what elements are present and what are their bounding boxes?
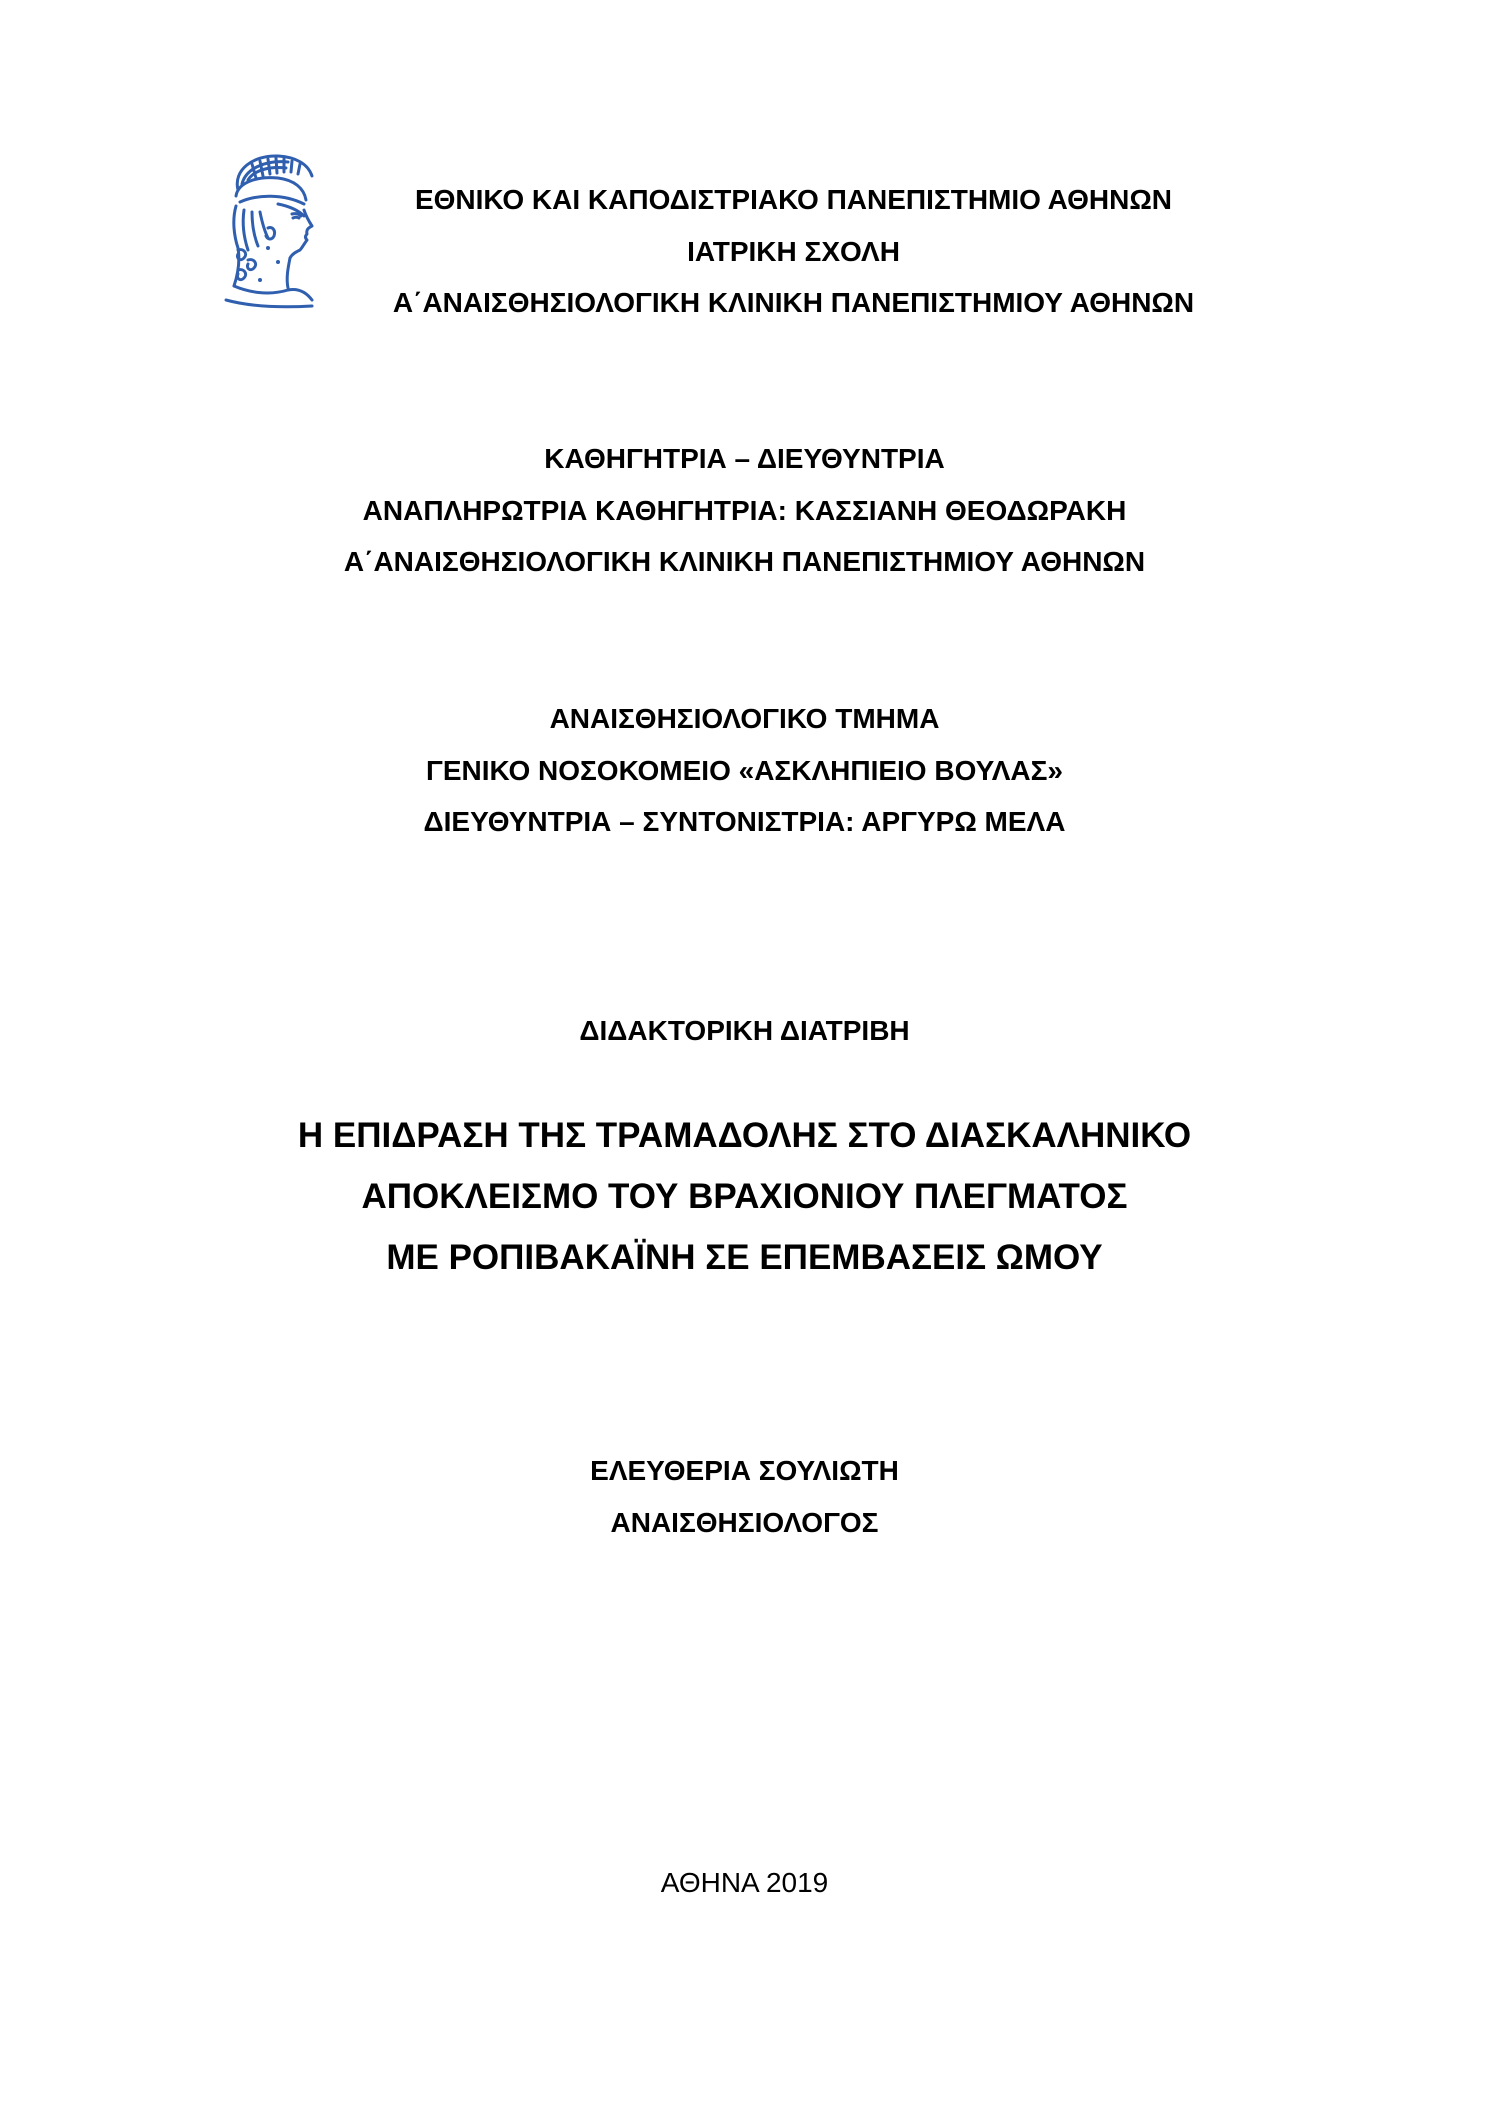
director-line-1: ΚΑΘΗΓΗΤΡΙΑ – ΔΙΕΥΘΥΝΤΡΙΑ — [544, 443, 945, 474]
director-line-2: ΑΝΑΠΛΗΡΩΤΡΙΑ ΚΑΘΗΓΗΤΡΙΑ: ΚΑΣΣΙΑΝΗ ΘΕΟΔΩΡΑΚΗ — [362, 495, 1127, 526]
department-line-1: ΑΝΑΙΣΘΗΣΙΟΛΟΓΙΚΟ ΤΜΗΜΑ — [549, 703, 940, 734]
department-line-3: ΔΙΕΥΘΥΝΤΡΙΑ – ΣΥΝΤΟΝΙΣΤΡΙΑ: ΑΡΓΥΡΩ ΜΕΛΑ — [423, 806, 1066, 837]
thesis-title-line-2: ΑΠΟΚΛΕΙΣΜΟ ΤΟΥ ΒΡΑΧΙΟΝΙΟΥ ΠΛΕΓΜΑΤΟΣ — [361, 1177, 1128, 1216]
institution-line-2: ΙΑΤΡΙΚΗ ΣΧΟΛΗ — [687, 236, 900, 267]
institution-line-3: Α΄ΑΝΑΙΣΘΗΣΙΟΛΟΓΙΚΗ ΚΛΙΝΙΚΗ ΠΑΝΕΠΙΣΤΗΜΙΟΥ ΑΘΗΝΩΝ — [392, 287, 1195, 318]
author-role: ΑΝΑΙΣΘΗΣΙΟΛΟΓΟΣ — [610, 1507, 879, 1538]
document-type: ΔΙΔΑΚΤΟΡΙΚΗ ΔΙΑΤΡΙΒΗ — [579, 1015, 910, 1046]
institution-line-1: ΕΘΝΙΚΟ ΚΑΙ ΚΑΠΟΔΙΣΤΡΙΑΚΟ ΠΑΝΕΠΙΣΤΗΜΙΟ ΑΘΗΝΩΝ — [414, 184, 1173, 215]
thesis-title-line-3: ΜΕ ΡΟΠΙΒΑΚΑΪΝΗ ΣΕ ΕΠΕΜΒΑΣΕΙΣ ΩΜΟΥ — [386, 1238, 1103, 1277]
director-line-3: Α΄ΑΝΑΙΣΘΗΣΙΟΛΟΓΙΚΗ ΚΛΙΝΙΚΗ ΠΑΝΕΠΙΣΤΗΜΙΟΥ ΑΘΗΝΩΝ — [343, 546, 1146, 577]
author-name: ΕΛΕΥΘΕΡΙΑ ΣΟΥΛΙΩΤΗ — [590, 1455, 899, 1486]
place-year: ΑΘΗΝΑ 2019 — [660, 1867, 829, 1898]
department-line-2: ΓΕΝΙΚΟ ΝΟΣΟΚΟΜΕΙΟ «ΑΣΚΛΗΠΙΕΙΟ ΒΟΥΛΑΣ» — [426, 755, 1063, 786]
thesis-title-line-1: Η ΕΠΙΔΡΑΣΗ ΤΗΣ ΤΡΑΜΑΔΟΛΗΣ ΣΤΟ ΔΙΑΣΚΑΛΗΝΙΚΟ — [297, 1116, 1192, 1155]
